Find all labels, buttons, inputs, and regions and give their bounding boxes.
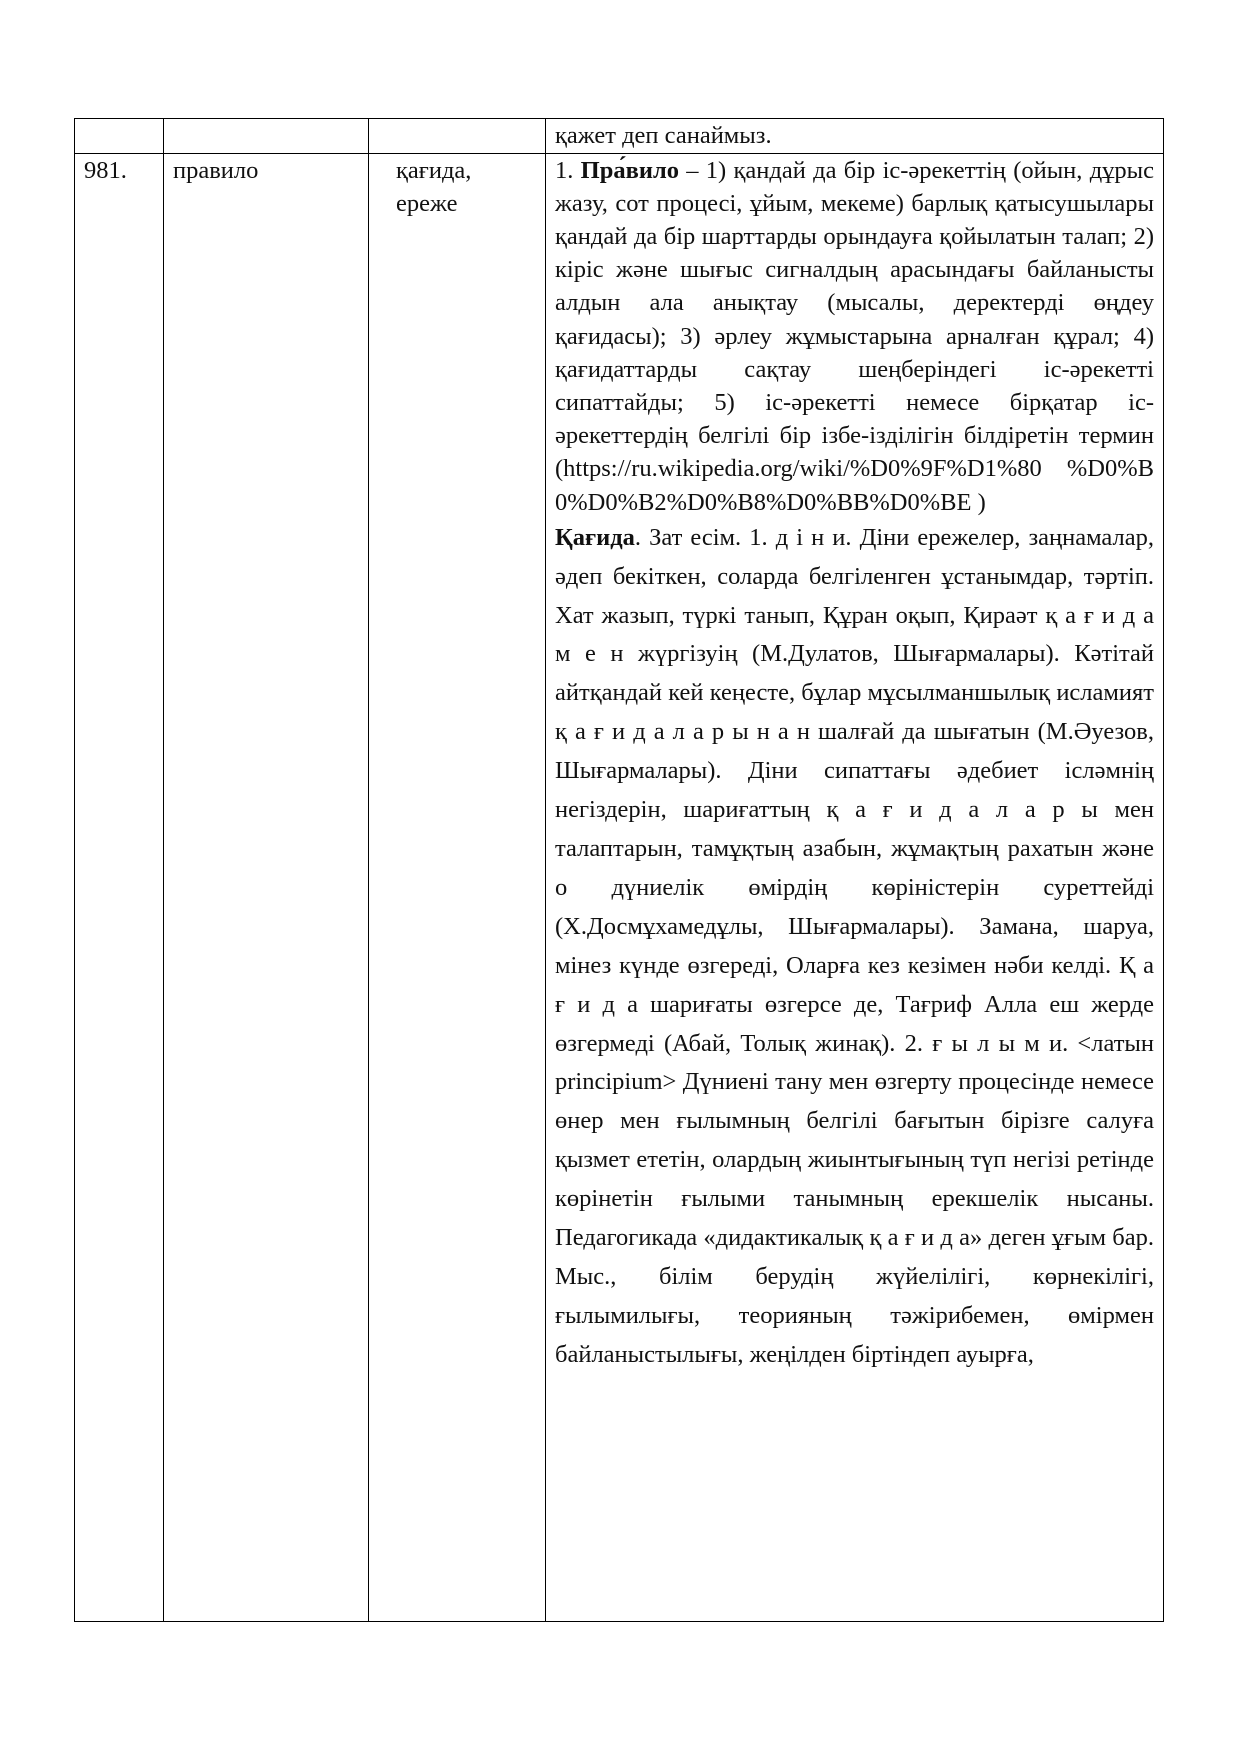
headword-pravilo: Пра́вило bbox=[580, 156, 679, 184]
entry-russian-term: правило bbox=[164, 153, 369, 1621]
cell-kazakh bbox=[369, 119, 546, 154]
cell-definition: қажет деп санаймыз. bbox=[546, 119, 1164, 154]
table-row-entry-981 bbox=[75, 153, 1164, 1621]
definition-paragraph-1 bbox=[555, 154, 1154, 519]
entry-kazakh-term: қағида, ереже bbox=[396, 156, 472, 217]
cell-russian bbox=[164, 119, 369, 154]
entry-kazakh-cell bbox=[369, 153, 546, 1621]
definition-text-1: – 1) қандай да бір іс-әрекеттің (ойын, дұрыс жазу, сот процесі, ұйым, мекеме) барлық қатысушылары қандай да бір шарттарды орындауға қойылатын талап; 2) кіріс және шығыс сигналдың арасындағы байланысты алдын ала анықтау (мысалы, деректерді өңдеу қағидасы); 3) әрлеу жұмыстарына арналған құрал; 4) қағидаттарды сақтау шеңберіндегі іс-әрекетті сипаттайды; 5) іс-әрекетті немесе бірқатар іс-әрекеттердің белгілі бір ізбе-ізділігін білдіретін термин bbox=[555, 156, 1155, 450]
entry-definition bbox=[546, 153, 1164, 1621]
entry-number: 981. bbox=[75, 153, 164, 1621]
table-row-continuation bbox=[75, 119, 1164, 154]
definition-text-2: . Зат есім. 1. д і н и. Діни ережелер, заңнамалар, әдеп бекіткен, соларда белгіленген ұстанымдар, тәртіп. Хат жазып, түркі танып, Құран оқып, Қираәт қ а ғ и д а м е н жүргізуің (М.Дулатов, Шығармалары). Кәтітай айтқандай кей кеңесте, бұлар мұсылманшылық исламият қ а ғ и д а л а р ы н а н шалғай да шығатын (М.Әуезов, Шығармалары). Діни сипаттағы әдебиет ісләмнің негіздерін, шариғаттың қ а ғ и д а л а р ы мен талаптарын, тамұқтың азабын, жұмақтың рахатын және о дүниелік өмірдің көріністерін суреттейді (Х.Досмұхамедұлы, Шығармалары). Замана, шаруа, мінез күнде өзгереді, Оларға кез кезімен нәби келді. Қ а ғ и д а шариғаты өзгерсе де, Тағриф Алла еш жерде өзгермеді (Абай, Толық жинақ). 2. ғ ы л ы м и. <латын principium> Дүниені тану мен өзгерту процесінде немесе өнер мен ғылымның белгілі бағытын бірізге салуға қызмет ететін, олардың жиынтығының түп негізі ретінде көрінетін ғылыми танымның ерекшелік нысаны. Педагогикада «дидактикалық қ а ғ и д а» деген ұғым бар. Мыс., білім берудің жүйелілігі, көрнекілігі, ғылымилығы, теорияның тәжірибемен, өмірмен байланыстылығы, жеңілден біртіндеп ауырға, bbox=[555, 523, 1154, 1368]
definition-prefix: 1. bbox=[555, 156, 581, 184]
source-url: (https://ru.wikipedia.org/wiki/%D0%9F%D1%80 %D0%B0%D0%B2%D0%B8%D0%BB%D0%BE ) bbox=[555, 455, 1154, 516]
headword-kagida: Қағида bbox=[555, 523, 635, 551]
dictionary-table bbox=[74, 118, 1164, 1622]
cell-number bbox=[75, 119, 164, 154]
definition-paragraph-2 bbox=[555, 519, 1154, 1375]
